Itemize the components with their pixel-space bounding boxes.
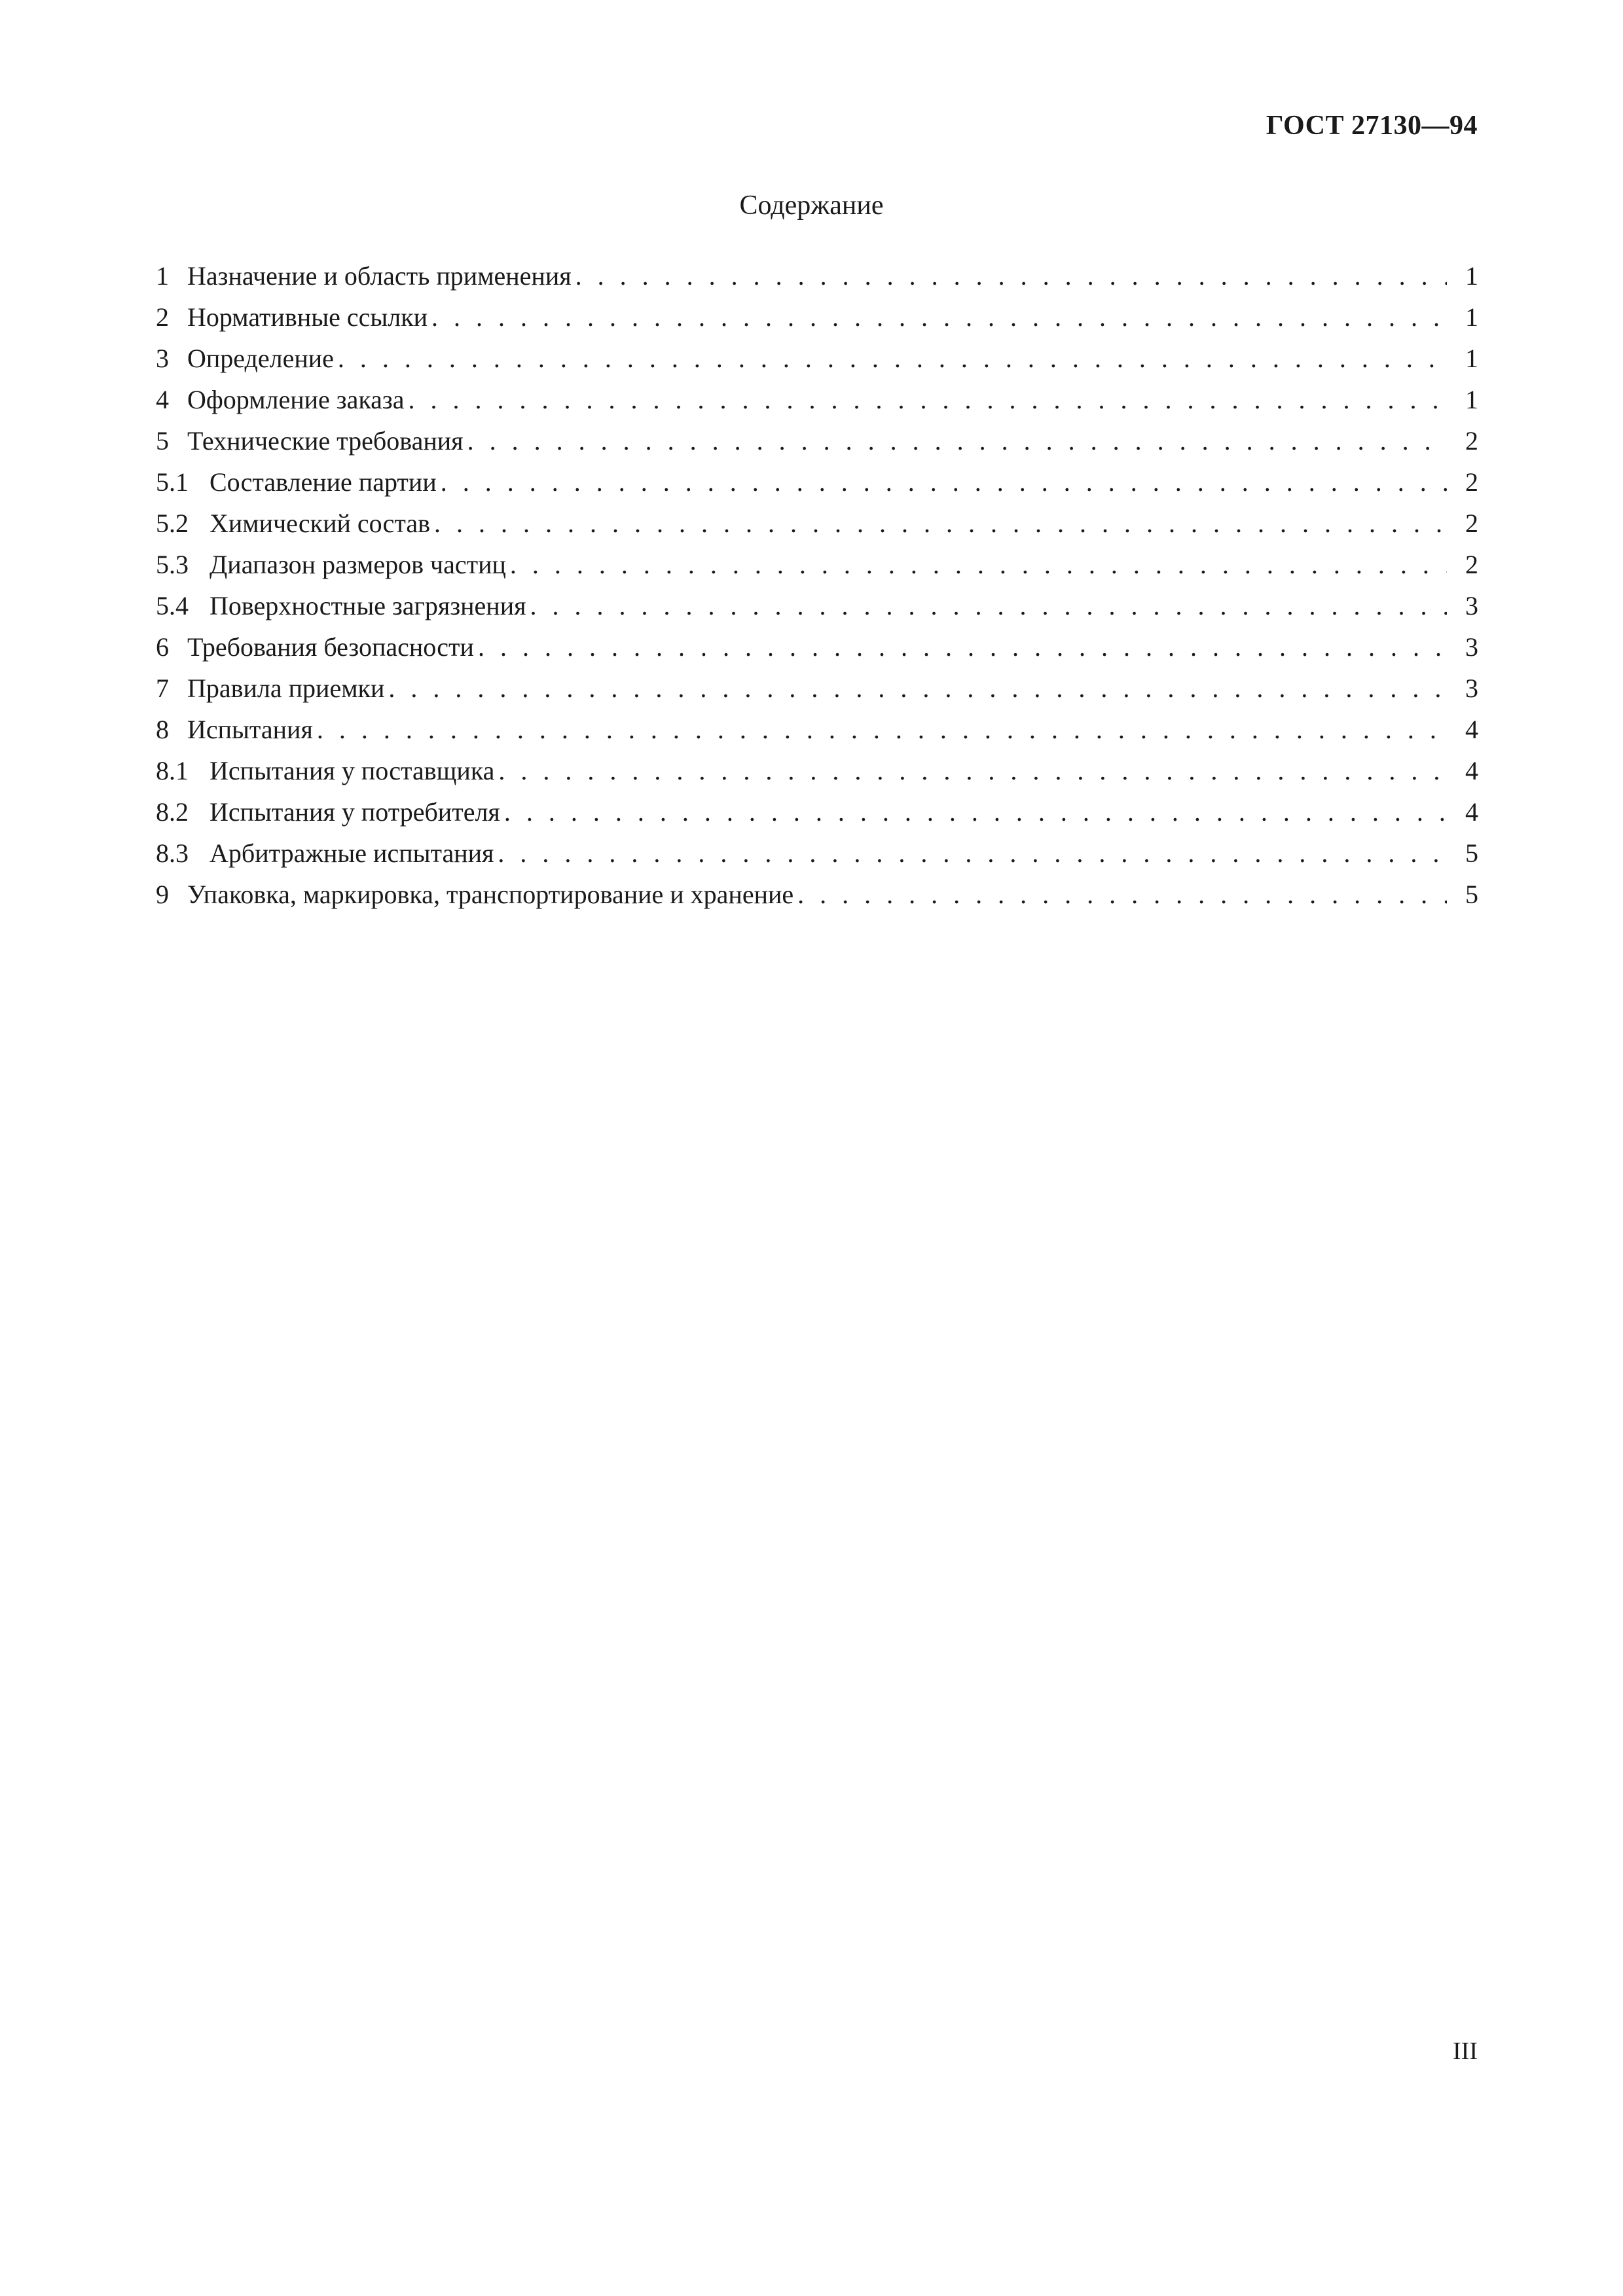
toc-dot-leader bbox=[504, 791, 1447, 833]
toc-dot-leader bbox=[431, 296, 1447, 338]
toc-entry-page: 1 bbox=[1465, 344, 1478, 373]
toc-dot-leader bbox=[530, 585, 1448, 626]
toc-entry[interactable] bbox=[156, 255, 1478, 296]
toc-entry[interactable] bbox=[156, 874, 1478, 915]
toc-entry-page: 2 bbox=[1465, 509, 1478, 538]
toc-entry-number: 8 bbox=[156, 715, 169, 744]
toc-entry-page: 3 bbox=[1465, 673, 1478, 703]
toc-entry-title: Определение bbox=[187, 344, 334, 373]
toc-entry-title: Химический состав bbox=[210, 509, 430, 538]
toc-dot-leader bbox=[434, 503, 1447, 544]
toc-entry-title: Составление партии bbox=[210, 467, 437, 497]
toc-entry[interactable] bbox=[156, 585, 1478, 626]
toc-dot-leader bbox=[388, 668, 1447, 709]
toc-entry-number: 5.2 bbox=[156, 509, 189, 538]
toc-entry-page: 1 bbox=[1465, 302, 1478, 332]
toc-entry-number: 8.1 bbox=[156, 756, 189, 785]
toc-entry-page: 1 bbox=[1465, 385, 1478, 414]
toc-entry-number: 9 bbox=[156, 880, 169, 909]
toc-entry[interactable] bbox=[156, 461, 1478, 503]
toc-entry-title: Нормативные ссылки bbox=[187, 302, 428, 332]
toc-entry[interactable] bbox=[156, 503, 1478, 544]
toc-entry[interactable] bbox=[156, 750, 1478, 791]
toc-entry-title: Назначение и область применения bbox=[187, 261, 572, 291]
toc-entry[interactable] bbox=[156, 420, 1478, 461]
toc-entry-number: 8.2 bbox=[156, 797, 189, 827]
toc-entry-number: 6 bbox=[156, 632, 169, 662]
toc-dot-leader bbox=[797, 874, 1447, 915]
toc-entry-title: Правила приемки bbox=[187, 673, 385, 703]
toc-entry-page: 2 bbox=[1465, 550, 1478, 579]
toc-entry-page: 4 bbox=[1465, 797, 1478, 827]
toc-entry-page: 1 bbox=[1465, 261, 1478, 291]
toc-dot-leader bbox=[467, 420, 1447, 461]
toc-entry-title: Испытания bbox=[187, 715, 313, 744]
toc-title: Содержание bbox=[739, 190, 884, 221]
toc-entry-title: Испытания у потребителя bbox=[210, 797, 500, 827]
toc-entry-number: 5.4 bbox=[156, 591, 189, 620]
toc-entry[interactable] bbox=[156, 379, 1478, 420]
toc-entry-title: Технические требования bbox=[187, 426, 464, 456]
toc-entry-number: 2 bbox=[156, 302, 169, 332]
toc-entry[interactable] bbox=[156, 338, 1478, 379]
toc-entry-title: Упаковка, маркировка, транспортирование и хранение bbox=[187, 880, 794, 909]
toc-entry-page: 5 bbox=[1465, 838, 1478, 868]
toc-dot-leader bbox=[510, 544, 1447, 585]
toc-dot-leader bbox=[575, 255, 1447, 296]
toc-entry-page: 2 bbox=[1465, 467, 1478, 497]
toc-dot-leader bbox=[498, 750, 1447, 791]
toc-entry-page: 2 bbox=[1465, 426, 1478, 456]
toc-entry-number: 1 bbox=[156, 261, 169, 291]
toc-entry-number: 5.3 bbox=[156, 550, 189, 579]
toc-entry-number: 5 bbox=[156, 426, 169, 456]
toc-entry-page: 3 bbox=[1465, 632, 1478, 662]
toc-entry[interactable] bbox=[156, 833, 1478, 874]
toc-dot-leader bbox=[317, 709, 1447, 750]
table-of-contents bbox=[156, 255, 1478, 915]
toc-entry-title: Поверхностные загрязнения bbox=[210, 591, 526, 620]
toc-entry-page: 3 bbox=[1465, 591, 1478, 620]
toc-entry-number: 7 bbox=[156, 673, 169, 703]
toc-dot-leader bbox=[408, 379, 1447, 420]
toc-dot-leader bbox=[441, 461, 1447, 503]
toc-entry-page: 4 bbox=[1465, 756, 1478, 785]
toc-entry-title: Арбитражные испытания bbox=[210, 838, 494, 868]
toc-entry-number: 5.1 bbox=[156, 467, 189, 497]
toc-entry[interactable] bbox=[156, 709, 1478, 750]
toc-dot-leader bbox=[478, 626, 1447, 668]
toc-entry-title: Диапазон размеров частиц bbox=[210, 550, 506, 579]
toc-entry-title: Испытания у поставщика bbox=[210, 756, 495, 785]
toc-entry[interactable] bbox=[156, 296, 1478, 338]
page-number: III bbox=[1453, 2037, 1478, 2065]
toc-entry-title: Оформление заказа bbox=[187, 385, 405, 414]
toc-entry-page: 4 bbox=[1465, 715, 1478, 744]
toc-dot-leader bbox=[338, 338, 1447, 379]
document-code: ГОСТ 27130—94 bbox=[1266, 111, 1478, 141]
toc-entry-number: 4 bbox=[156, 385, 169, 414]
toc-entry[interactable] bbox=[156, 626, 1478, 668]
toc-entry-title: Требования безопасности bbox=[187, 632, 474, 662]
toc-entry-number: 3 bbox=[156, 344, 169, 373]
toc-entry[interactable] bbox=[156, 668, 1478, 709]
toc-entry-page: 5 bbox=[1465, 880, 1478, 909]
toc-dot-leader bbox=[498, 833, 1447, 874]
toc-entry[interactable] bbox=[156, 544, 1478, 585]
toc-entry[interactable] bbox=[156, 791, 1478, 833]
toc-entry-number: 8.3 bbox=[156, 838, 189, 868]
